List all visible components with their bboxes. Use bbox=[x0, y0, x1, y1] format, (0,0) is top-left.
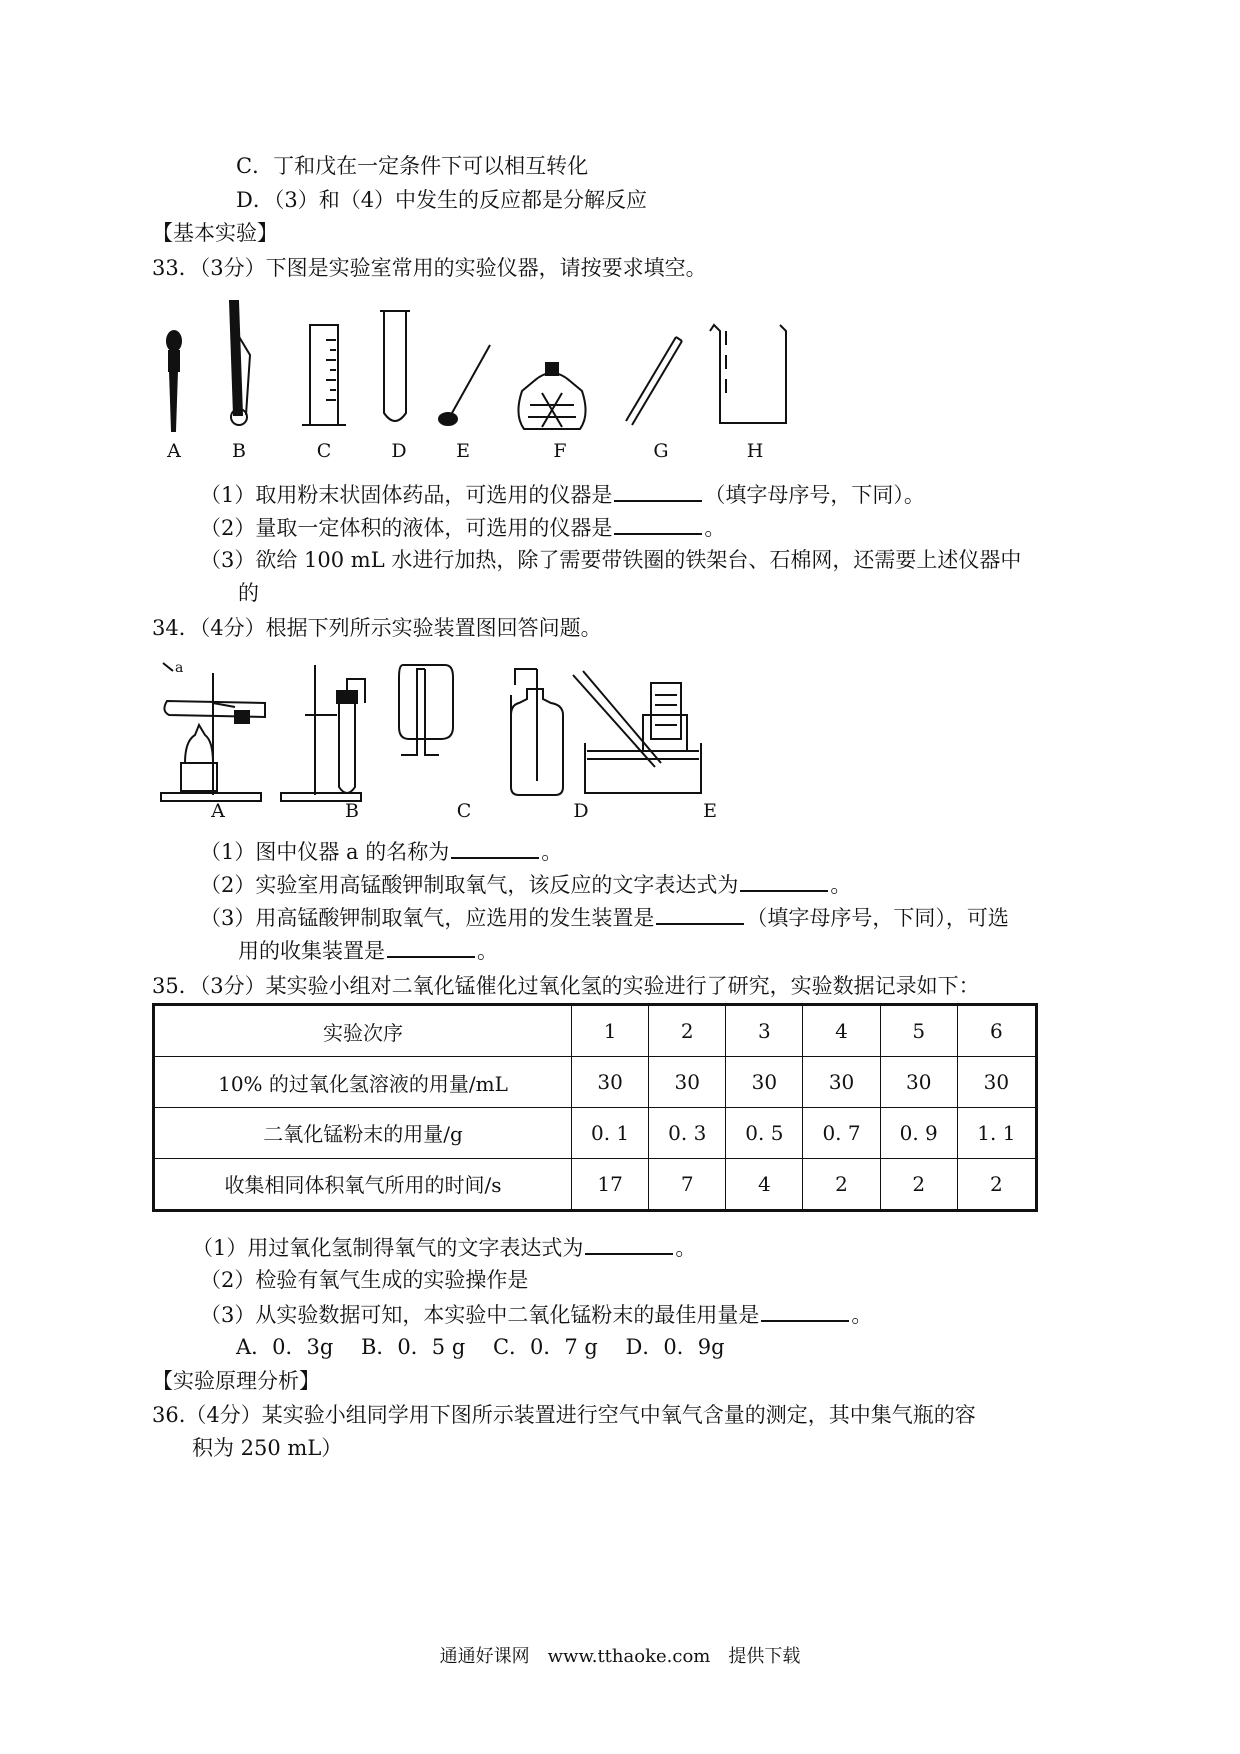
label-f: F bbox=[553, 440, 567, 462]
table-cell: 0. 1 bbox=[572, 1107, 649, 1158]
table-cell: 2 bbox=[957, 1158, 1036, 1210]
label-d: D bbox=[573, 800, 589, 822]
table-cell: 2 bbox=[803, 1158, 880, 1210]
table-cell: 3 bbox=[726, 1005, 803, 1057]
q33-sub1: （1）取用粉末状固体药品，可选用的仪器是 （填字母序号，下同）。 bbox=[200, 480, 925, 509]
table-cell: 4 bbox=[803, 1005, 880, 1057]
answer-blank[interactable] bbox=[585, 1233, 673, 1255]
label-e: E bbox=[456, 440, 470, 462]
q35-options: A．0．3g B．0．5 g C．0．7 g D．0．9g bbox=[236, 1335, 725, 1359]
experiment-data-table bbox=[152, 1003, 1038, 1212]
table-cell: 0. 7 bbox=[803, 1107, 880, 1158]
label-g: G bbox=[653, 440, 669, 462]
table-cell: 2 bbox=[649, 1005, 726, 1057]
label-b: B bbox=[345, 800, 359, 822]
table-cell: 30 bbox=[957, 1057, 1036, 1108]
table-cell: 二氧化锰粉末的用量/g bbox=[154, 1107, 572, 1158]
heating-apparatus-icon bbox=[161, 663, 265, 801]
answer-blank[interactable] bbox=[656, 903, 744, 925]
label-c: C bbox=[456, 800, 472, 822]
q33-sub2: （2）量取一定体积的液体，可选用的仪器是 。 bbox=[200, 513, 725, 542]
answer-blank[interactable] bbox=[761, 1300, 849, 1322]
table-cell: 30 bbox=[649, 1057, 726, 1108]
label-a: A bbox=[167, 440, 181, 462]
label-b: B bbox=[232, 440, 246, 462]
q33-stem: 33．（3分）下图是实验室常用的实验仪器，请按要求填空。 bbox=[152, 256, 707, 280]
table-cell: 6 bbox=[957, 1005, 1036, 1057]
label-h: H bbox=[746, 440, 764, 462]
table-cell: 30 bbox=[572, 1057, 649, 1108]
water-trough-icon bbox=[573, 671, 701, 793]
q35-stem: 35．（3分）某实验小组对二氧化锰催化过氧化氢的实验进行了研究，实验数据记录如下： bbox=[152, 974, 980, 998]
stand-tube-apparatus-icon bbox=[281, 665, 365, 801]
instruments-figure bbox=[150, 295, 810, 445]
apparatus-figure bbox=[155, 655, 815, 805]
table-cell: 实验次序 bbox=[154, 1005, 572, 1057]
table-cell: 7 bbox=[649, 1158, 726, 1210]
a-mark: a bbox=[175, 660, 184, 676]
label-e: E bbox=[703, 800, 717, 822]
table-cell: 1. 1 bbox=[957, 1107, 1036, 1158]
beaker-icon bbox=[710, 325, 786, 423]
gas-bottle-c-icon bbox=[399, 665, 453, 755]
table-cell: 30 bbox=[726, 1057, 803, 1108]
q34-sub2: （2）实验室用高锰酸钾制取氧气，该反应的文字表达式为 。 bbox=[200, 870, 851, 899]
table-cell: 4 bbox=[726, 1158, 803, 1210]
graduated-cylinder-icon bbox=[302, 325, 346, 425]
answer-blank[interactable] bbox=[387, 936, 475, 958]
option-d: D．（3）和（4）中发生的反应都是分解反应 bbox=[236, 188, 648, 212]
table-cell: 0. 5 bbox=[726, 1107, 803, 1158]
gas-bottle-d-icon bbox=[511, 669, 563, 795]
q34-sub1: （1）图中仪器 a 的名称为 。 bbox=[200, 837, 562, 866]
table-cell: 10% 的过氧化氢溶液的用量/mL bbox=[154, 1057, 572, 1108]
table-cell: 5 bbox=[880, 1005, 957, 1057]
section-principle-analysis: 【实验原理分析】 bbox=[152, 1369, 320, 1393]
q33-sub3-line1: （3）欲给 100 mL 水进行加热，除了需要带铁圈的铁架台、石棉网，还需要上述仪器中 bbox=[200, 548, 1022, 572]
table-row bbox=[154, 1005, 1037, 1057]
table-cell: 2 bbox=[880, 1158, 957, 1210]
q34-stem: 34．（4分）根据下列所示实验装置图回答问题。 bbox=[152, 616, 602, 640]
footer-source: 通通好课网 www.tthaoke.com 提供下载 bbox=[439, 1646, 801, 1667]
answer-blank[interactable] bbox=[740, 870, 828, 892]
dropper-icon bbox=[167, 331, 181, 431]
table-cell: 30 bbox=[880, 1057, 957, 1108]
table-cell: 0. 3 bbox=[649, 1107, 726, 1158]
test-tube-icon bbox=[380, 311, 410, 421]
medicine-spoon-icon bbox=[439, 345, 490, 425]
q34-sub3-line1: （3）用高锰酸钾制取氧气，应选用的发生装置是 （填字母序号，下同），可选 bbox=[200, 903, 1009, 932]
table-row bbox=[154, 1057, 1037, 1108]
section-basic-experiment: 【基本实验】 bbox=[152, 221, 278, 245]
label-a: A bbox=[211, 800, 225, 822]
q36-stem-line2: 积为 250 mL） bbox=[192, 1436, 343, 1460]
option-c: C．丁和戊在一定条件下可以相互转化 bbox=[236, 154, 589, 178]
q35-sub1: （1）用过氧化氢制得氧气的文字表达式为 。 bbox=[192, 1233, 696, 1262]
table-row bbox=[154, 1158, 1037, 1210]
q35-sub2: （2）检验有氧气生成的实验操作是 bbox=[200, 1268, 529, 1292]
q35-sub3: （3）从实验数据可知，本实验中二氧化锰粉末的最佳用量是 。 bbox=[200, 1300, 872, 1329]
tweezers-icon bbox=[626, 337, 682, 425]
label-c: C bbox=[316, 440, 332, 462]
q36-stem-line1: 36.（4分）某实验小组同学用下图所示装置进行空气中氧气含量的测定，其中集气瓶的容 bbox=[152, 1403, 976, 1427]
label-d: D bbox=[391, 440, 407, 462]
answer-blank[interactable] bbox=[614, 480, 702, 502]
alcohol-lamp-icon bbox=[518, 363, 585, 429]
table-cell: 1 bbox=[572, 1005, 649, 1057]
q34-sub3-line2: 用的收集装置是 。 bbox=[238, 936, 498, 965]
answer-blank[interactable] bbox=[614, 513, 702, 535]
table-cell: 17 bbox=[572, 1158, 649, 1210]
test-tube-holder-icon bbox=[230, 301, 250, 425]
q33-sub3-line2: 的 bbox=[238, 581, 259, 605]
table-cell: 30 bbox=[803, 1057, 880, 1108]
table-row bbox=[154, 1107, 1037, 1158]
table-cell: 收集相同体积氧气所用的时间/s bbox=[154, 1158, 572, 1210]
answer-blank[interactable] bbox=[451, 837, 539, 859]
table-cell: 0. 9 bbox=[880, 1107, 957, 1158]
